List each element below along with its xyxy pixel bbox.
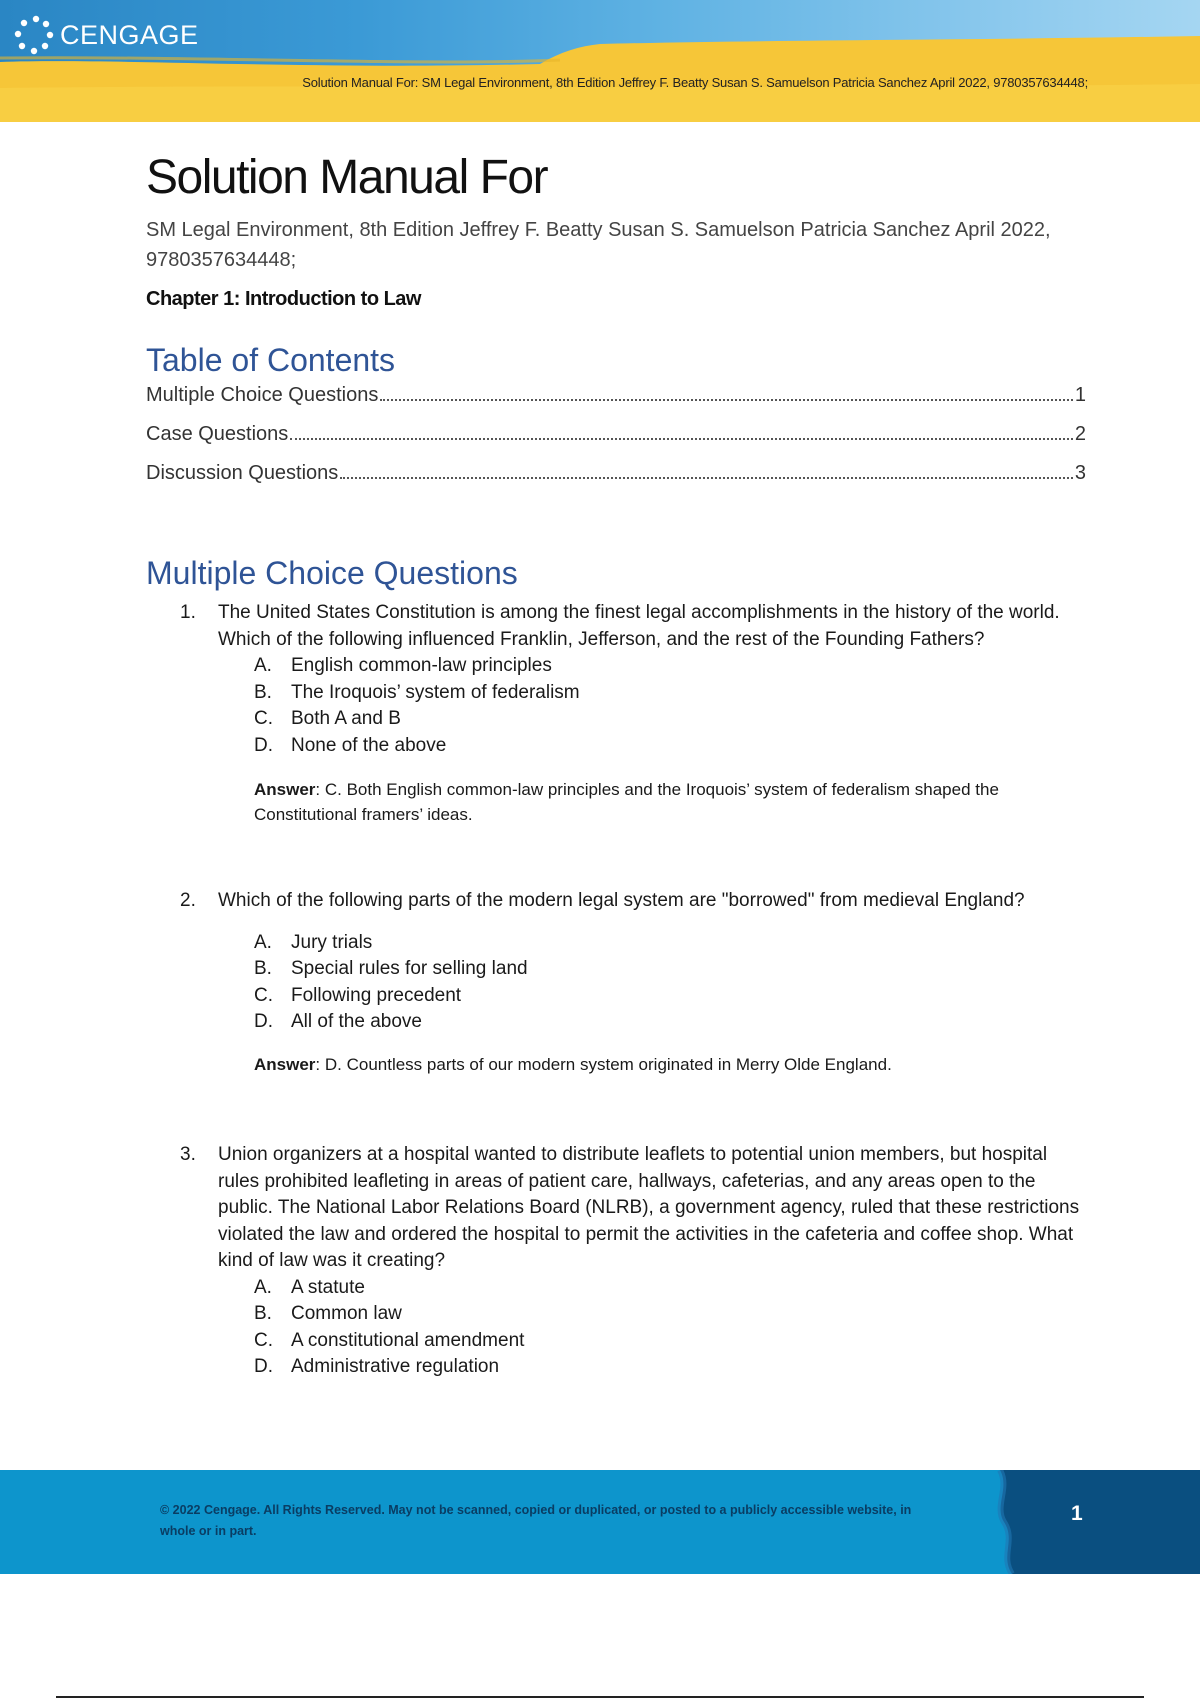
page-subtitle: SM Legal Environment, 8th Edition Jeffrey F. Beatty Susan S. Samuelson Patricia Sanchez April 2022, 9780357634448;: [146, 219, 1051, 271]
page-title: Solution Manual For: [146, 151, 548, 204]
footer-dark-swoosh: [970, 1470, 1200, 1574]
header-reference: Solution Manual For: SM Legal Environment, 8th Edition Jeffrey F. Beatty Susan S. Samuelson Patricia Sanchez April 2022, 9780357634448;: [302, 75, 1088, 90]
cengage-logo-icon: [12, 14, 56, 56]
option-a: A. A statute: [254, 1276, 365, 1298]
question-number: 3.: [180, 1144, 196, 1165]
page-header: [0, 0, 1200, 122]
toc-entry-multiple-choice[interactable]: [146, 384, 1086, 423]
option-d: D. None of the above: [254, 734, 447, 756]
question-3: [180, 1142, 1090, 1381]
option-a: A. Jury trials: [254, 931, 373, 953]
table-of-contents: [146, 384, 1086, 501]
option-d: D. All of the above: [254, 1011, 422, 1032]
mcq-heading: Multiple Choice Questions: [146, 555, 518, 591]
question-1: [180, 600, 1090, 827]
toc-leader-dots: [380, 399, 1073, 401]
toc-heading: Table of Contents: [146, 342, 396, 378]
footer-copyright: © 2022 Cengage. All Rights Reserved. May not be scanned, copied or duplicated, or posted to a publicly accessible website, in whole or in part.: [160, 1503, 912, 1538]
option-c: C. Following precedent: [254, 984, 462, 1006]
option-b: B. Special rules for selling land: [254, 958, 528, 979]
option-c: C. A constitutional amendment: [254, 1329, 525, 1351]
toc-entry-page: 2: [1074, 423, 1086, 445]
toc-entry-case-questions[interactable]: [146, 423, 1086, 462]
toc-entry-label: Case Questions: [146, 423, 289, 445]
option-b: B. Common law: [254, 1303, 402, 1324]
option-list: [254, 1275, 1090, 1381]
question-text: Union organizers at a hospital wanted to distribute leaflets to potential union members, but hospital rules prohibited leafleting in areas of patient care, hallways, cafeterias, and any areas open to the public. The National Labor Relations Board (NLRB), a government agency, ruled that these restrictions violated the law and ordered the hospital to permit the activities in the cafeteria and coffee shop. What kind of law was it creating?: [218, 1144, 1080, 1271]
answer-text: Answer: D. Countless parts of our modern system originated in Merry Olde England.: [254, 1054, 892, 1074]
question-number: 2.: [180, 890, 196, 911]
toc-entry-discussion-questions[interactable]: [146, 462, 1086, 501]
bottom-divider: [56, 1696, 1144, 1698]
option-list: [254, 930, 1090, 1036]
option-d: D. Administrative regulation: [254, 1356, 500, 1377]
question-2: [180, 888, 1090, 1077]
toc-entry-page: 1: [1074, 384, 1086, 406]
question-number: 1.: [180, 602, 196, 623]
brand-name: CENGAGE: [60, 19, 199, 50]
toc-leader-dots: [340, 477, 1073, 479]
toc-entry-label: Multiple Choice Questions: [146, 384, 379, 406]
toc-leader-dots: [290, 438, 1073, 440]
option-list: [254, 653, 1090, 759]
option-c: C. Both A and B: [254, 708, 401, 729]
question-text: Which of the following parts of the modern legal system are "borrowed" from medieval England?: [218, 890, 1025, 911]
option-a: A. English common-law principles: [254, 655, 552, 676]
question-text: The United States Constitution is among the finest legal accomplishments in the history of the world. Which of the following influenced Franklin, Jefferson, and the rest of the Founding Fathers?: [218, 602, 1060, 650]
option-b: B. The Iroquois’ system of federalism: [254, 681, 580, 703]
chapter-heading: Chapter 1: Introduction to Law: [146, 288, 421, 310]
page-footer: [0, 1470, 1200, 1574]
cengage-logo: [12, 14, 199, 56]
answer-text: Answer: C. Both English common-law principles and the Iroquois’ system of federalism shaped the Constitutional framers’ ideas.: [254, 780, 999, 824]
toc-entry-page: 3: [1074, 462, 1086, 484]
toc-entry-label: Discussion Questions: [146, 462, 339, 484]
page-number: 1: [1071, 1502, 1083, 1525]
